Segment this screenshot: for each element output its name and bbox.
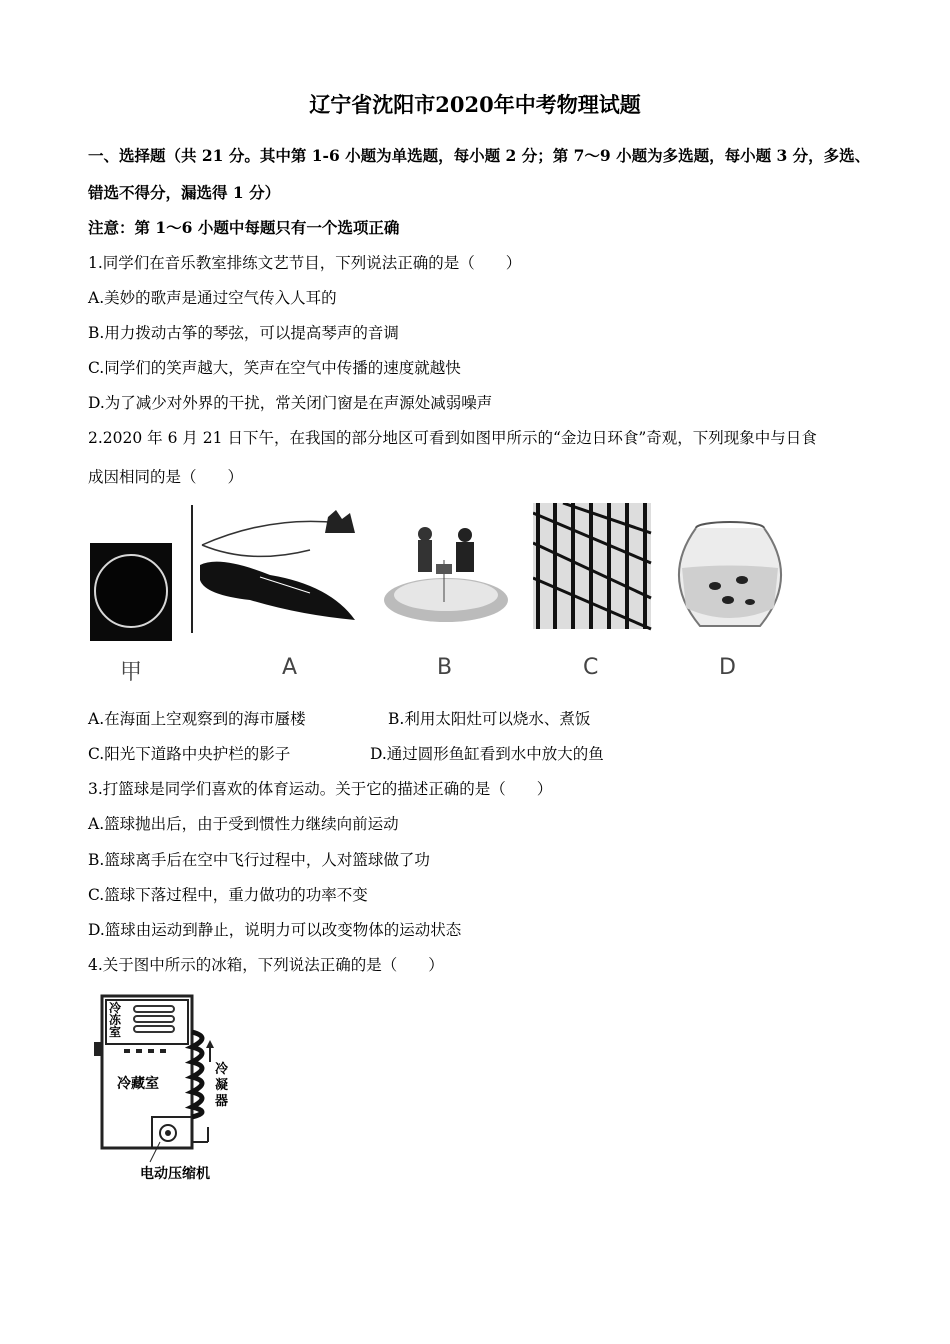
page-title: 辽宁省沈阳市2020年中考物理试题 [309, 92, 641, 117]
q1-stem: 1.同学们在音乐教室排练文艺节目，下列说法正确的是（ ） [88, 254, 522, 272]
eclipse-figure [90, 543, 174, 643]
q3-option-d: D.篮球由运动到静止，说明力可以改变物体的运动状态 [88, 921, 462, 939]
q2-option-c: C.阳光下道路中央护栏的影子 [88, 745, 291, 763]
figure-label-jia: 甲 [120, 660, 143, 685]
q3-option-c: C.篮球下落过程中，重力做功的功率不变 [88, 886, 368, 904]
condenser-label: 冷凝器 [215, 1062, 229, 1109]
q2-stem-line1: 2.2020 年 6 月 21 日下午，在我国的部分地区可看到如图甲所示的“金边日环食”奇观，下列现象中与日食 [88, 429, 817, 447]
solar-cooker-figure [378, 520, 513, 630]
section-header-line1: 一、选择题（共 21 分。其中第 1-6 小题为单选题，每小题 2 分；第 7～9 小题为多选题，每小题 3 分，多选、 [88, 146, 871, 165]
freezer-label: 冷冻室 [109, 1001, 122, 1039]
fishbowl-figure [670, 518, 790, 633]
q3-stem: 3.打篮球是同学们喜欢的体育运动。关于它的描述正确的是（ ） [88, 780, 553, 798]
q1-option-c: C.同学们的笑声越大，笑声在空气中传播的速度就越快 [88, 359, 461, 377]
q3-option-b: B.篮球离手后在空中飞行过程中，人对篮球做了功 [88, 851, 430, 869]
q3-option-a: A.篮球抛出后，由于受到惯性力继续向前运动 [88, 815, 399, 833]
figure-label-b: B [437, 655, 453, 680]
q2-option-d: D.通过圆形鱼缸看到水中放大的鱼 [370, 745, 604, 763]
guardrail-shadow-figure [533, 503, 653, 631]
section-header-line2: 错选不得分，漏选得 1 分） [88, 183, 281, 202]
q1-option-d: D.为了减少对外界的干扰，常关闭门窗是在声源处减弱噪声 [88, 394, 493, 412]
q1-option-a: A.美妙的歌声是通过空气传入人耳的 [88, 289, 337, 307]
mirage-figure [190, 505, 360, 640]
figure-label-a: A [282, 655, 298, 680]
figure-label-d: D [719, 655, 736, 680]
q2-stem-line2: 成因相同的是（ ） [88, 468, 244, 486]
q4-stem: 4.关于图中所示的冰箱，下列说法正确的是（ ） [88, 956, 444, 974]
q2-option-a: A.在海面上空观察到的海市蜃楼 [88, 710, 306, 728]
q2-option-b: B.利用太阳灶可以烧水、煮饭 [388, 710, 591, 728]
figure-label-c: C [583, 655, 599, 680]
compressor-label: 电动压缩机 [140, 1166, 210, 1182]
refrigerator-room-label: 冷藏室 [117, 1076, 159, 1092]
section-note: 注意：第 1～6 小题中每题只有一个选项正确 [88, 218, 400, 237]
q1-option-b: B.用力拨动古筝的琴弦，可以提高琴声的音调 [88, 324, 399, 342]
